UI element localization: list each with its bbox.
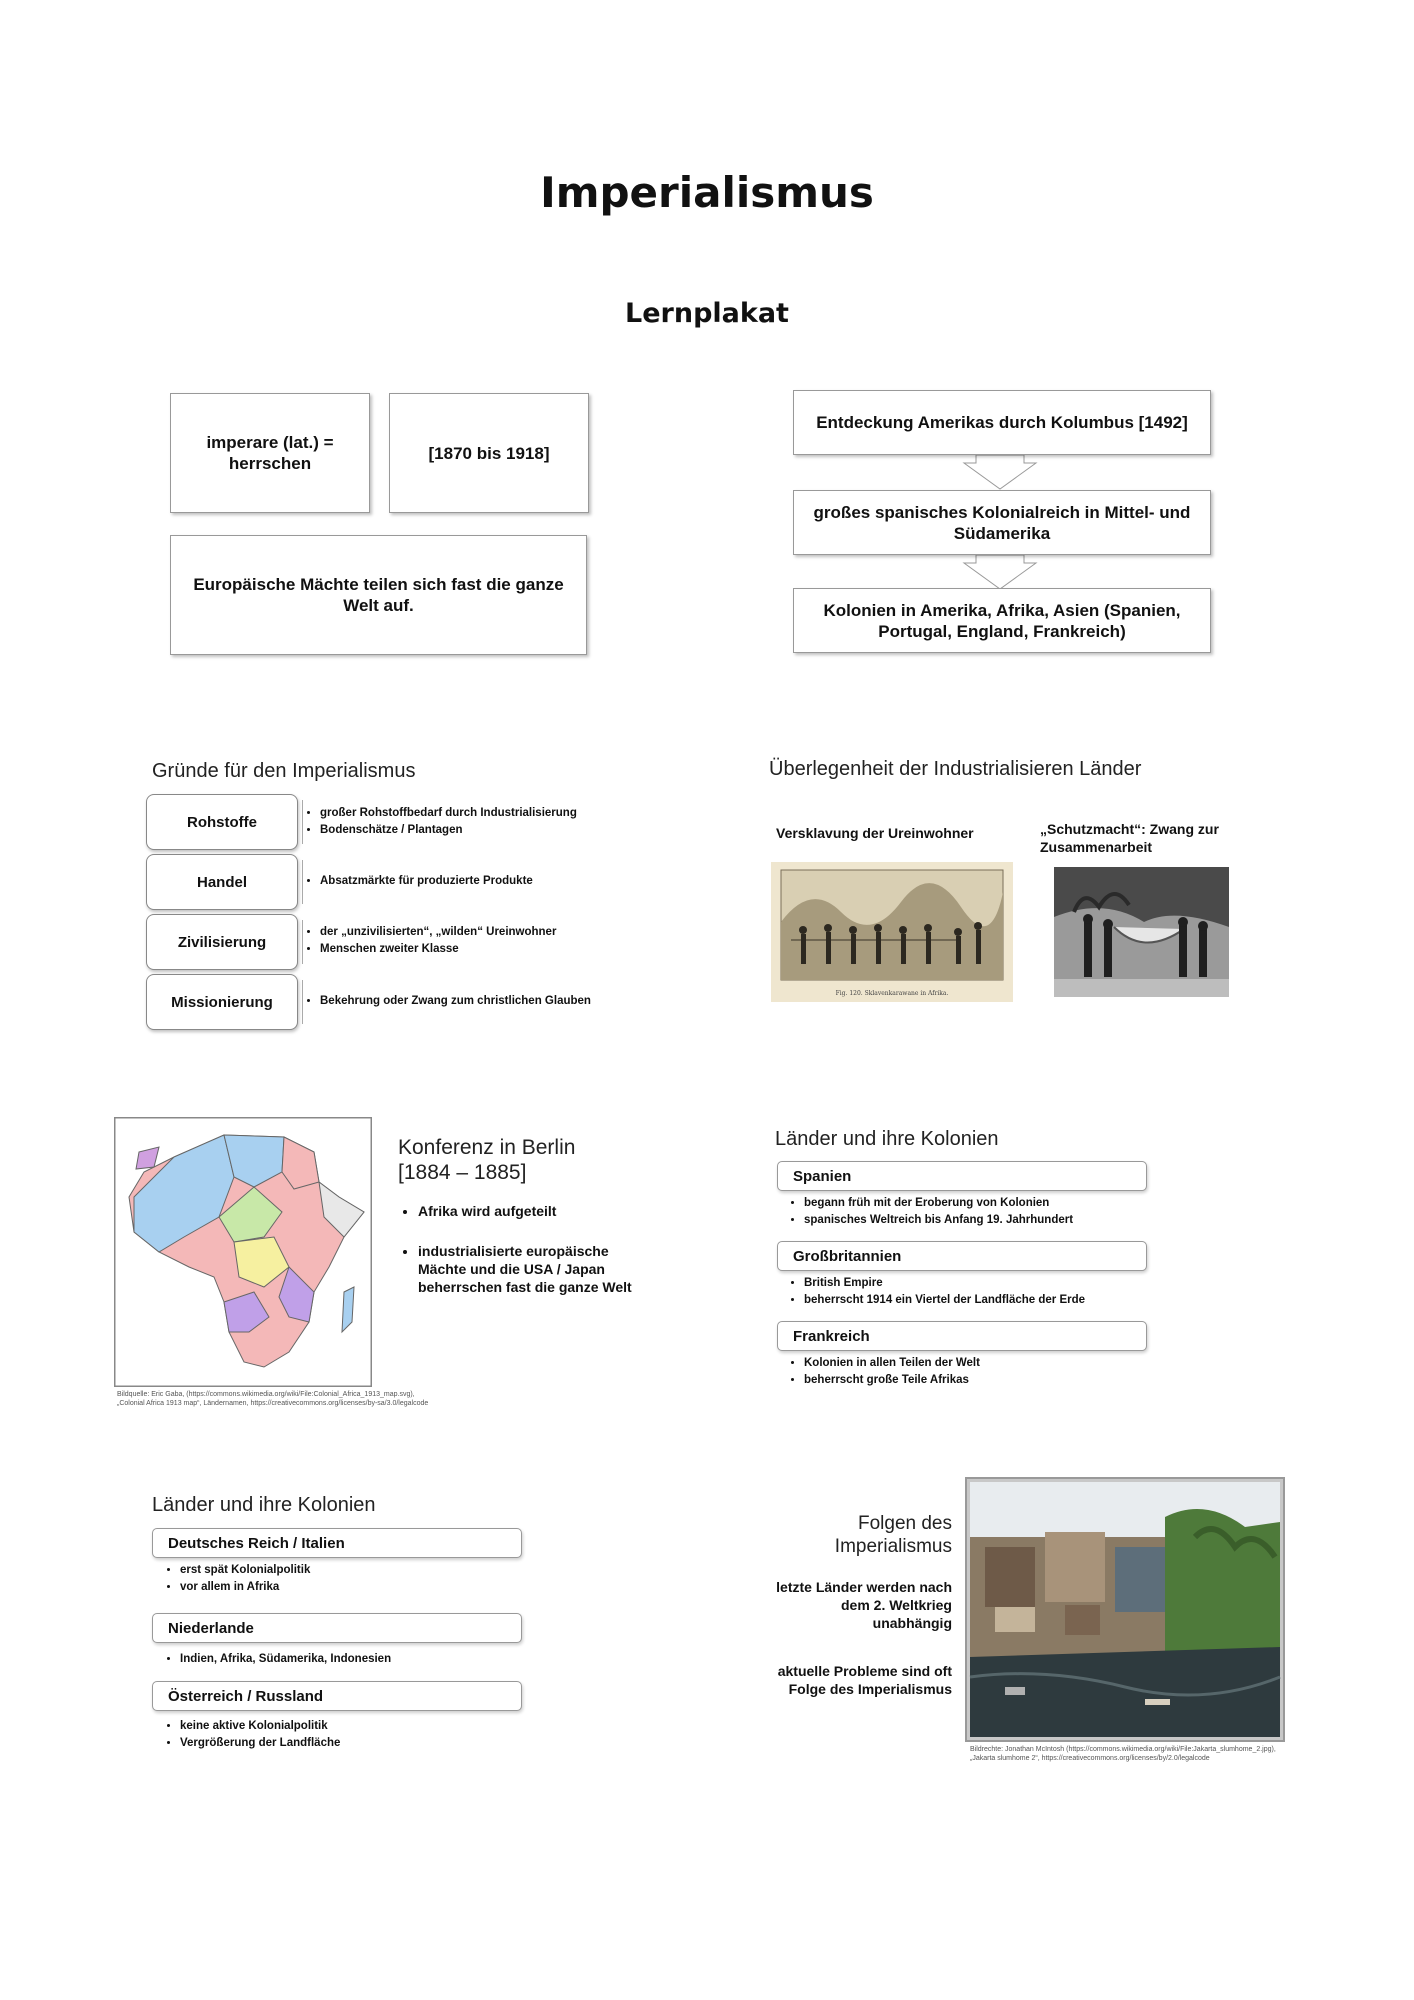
list-item: • British Empire <box>804 1275 1085 1292</box>
list-item: • Kolonien in allen Teilen der Welt <box>804 1355 980 1372</box>
list-item: • Indien, Afrika, Südamerika, Indonesien <box>180 1651 391 1668</box>
reason-points <box>304 993 591 1010</box>
definition-period-box <box>389 393 589 513</box>
list-item: • erst spät Kolonialpolitik <box>180 1562 310 1579</box>
map-credit-line-1: Bildquelle: Eric Gaba, (https://commons.wikimedia.org/wiki/File:Colonial_Africa_1913_map.svg), <box>117 1391 415 1398</box>
photo-credit-line-1: Bildrechte: Jonathan McIntosh (https://commons.wikimedia.org/wiki/File:Jakarta_slumhome_2.jpg), <box>970 1746 1276 1753</box>
reason-rohstoffe <box>146 794 298 850</box>
photo-credit <box>970 1745 1300 1763</box>
flow-step-2 <box>793 490 1211 555</box>
page-subtitle: Lernplakat <box>625 298 789 329</box>
superiority-title: Überlegenheit der Industrialisieren Länder <box>769 758 1142 780</box>
country-points <box>790 1355 980 1389</box>
page-title: Imperialismus <box>540 168 874 217</box>
country-name: Frankreich <box>793 1327 870 1345</box>
country-points <box>166 1651 391 1668</box>
country-name: Niederlande <box>168 1619 254 1637</box>
consequence-independence: letzte Länder werden nach dem 2. Weltkrieg unabhängig <box>776 1579 952 1631</box>
definition-summary: Europäische Mächte teilen sich fast die ganze Welt auf. <box>193 575 564 615</box>
reason-points <box>304 805 577 839</box>
flow-step-3 <box>793 588 1211 653</box>
country-oesterreich-russland <box>152 1681 522 1711</box>
list-item: • beherrscht 1914 ein Viertel der Landfläche der Erde <box>804 1292 1085 1309</box>
list-item: • Menschen zweiter Klasse <box>320 941 556 958</box>
list-item: • begann früh mit der Eroberung von Kolonien <box>804 1195 1073 1212</box>
protectorate-caption: „Schutzmacht“: Zwang zur Zusammenarbeit <box>1040 821 1219 855</box>
flow-step-2-text: großes spanisches Kolonialreich in Mittel- und Südamerika <box>813 502 1191 543</box>
definition-summary-box <box>170 535 587 655</box>
reason-label: Zivilisierung <box>177 933 267 951</box>
jakarta-slum-photo-image <box>965 1477 1285 1742</box>
reasons-title: Gründe für den Imperialismus <box>152 760 416 782</box>
list-item: • der „unzivilisierten“, „wilden“ Ureinwohner <box>320 924 556 941</box>
list-item: • Bekehrung oder Zwang zum christlichen Glauben <box>320 993 591 1010</box>
list-item: • beherrscht große Teile Afrikas <box>804 1372 980 1389</box>
country-frankreich <box>777 1321 1147 1351</box>
definition-term-box <box>170 393 370 513</box>
reason-points <box>304 873 533 890</box>
list-item: • industrialisierte europäische Mächte und die USA / Japan beherrschen fast die ganze Welt <box>418 1242 640 1296</box>
country-name: Österreich / Russland <box>168 1687 324 1705</box>
conference-title-line-1: Konferenz in Berlin <box>398 1136 576 1159</box>
consequence-current-problems: aktuelle Probleme sind oft Folge des Imperialismus <box>777 1663 952 1697</box>
reason-label: Handel <box>196 873 247 891</box>
definition-term: imperare (lat.) = herrschen <box>206 433 334 473</box>
reason-missionierung <box>146 974 298 1030</box>
country-niederlande <box>152 1613 522 1643</box>
country-points <box>166 1718 340 1752</box>
reason-label: Rohstoffe <box>187 813 257 831</box>
list-item: • Afrika wird aufgeteilt <box>418 1202 640 1220</box>
consequences-title-line-2: Imperialismus <box>834 1536 952 1557</box>
country-grossbritannien <box>777 1241 1147 1271</box>
reason-zivilisierung <box>146 914 298 970</box>
colonies2-title: Länder und ihre Kolonien <box>152 1494 376 1516</box>
conference-points <box>398 1202 640 1296</box>
consequences-title <box>780 1512 952 1558</box>
list-item: • keine aktive Kolonialpolitik <box>180 1718 340 1735</box>
photo-credit-line-2: „Jakarta slumhome 2“, https://creativecommons.org/licenses/by/2.0/legalcode <box>970 1755 1210 1762</box>
definition-period: [1870 bis 1918] <box>428 443 550 463</box>
list-item: • Vergrößerung der Landfläche <box>180 1735 340 1752</box>
country-name: Spanien <box>793 1167 852 1185</box>
list-item: • vor allem in Afrika <box>180 1579 310 1596</box>
colonial-africa-map-image <box>114 1117 372 1387</box>
country-points <box>790 1195 1073 1229</box>
list-item: • Absatzmärkte für produzierte Produkte <box>320 873 533 890</box>
reason-handel <box>146 854 298 910</box>
list-item: • Bodenschätze / Plantagen <box>320 822 577 839</box>
country-deutsches-reich-italien <box>152 1528 522 1558</box>
conference-title-line-2: [1884 – 1885] <box>398 1161 527 1184</box>
country-points <box>166 1562 310 1596</box>
country-spanien <box>777 1161 1147 1191</box>
conference-title <box>398 1135 575 1185</box>
country-name: Großbritannien <box>793 1247 902 1265</box>
slavery-caption: Versklavung der Ureinwohner <box>776 825 974 841</box>
map-credit <box>117 1390 457 1408</box>
reason-points <box>304 924 556 958</box>
slavery-engraving-image <box>771 862 1013 1002</box>
engraving-caption: Fig. 120. Sklavenkarawane in Afrika. <box>835 990 949 997</box>
flow-step-3-text: Kolonien in Amerika, Afrika, Asien (Spanien, Portugal, England, Frankreich) <box>823 600 1181 641</box>
list-item: • großer Rohstoffbedarf durch Industrialisierung <box>320 805 577 822</box>
consequences-title-line-1: Folgen des <box>857 1513 952 1534</box>
protectorate-photo-image <box>1054 867 1229 997</box>
colonies1-title: Länder und ihre Kolonien <box>775 1128 999 1150</box>
country-points <box>790 1275 1085 1309</box>
list-item: • spanisches Weltreich bis Anfang 19. Jahrhundert <box>804 1212 1073 1229</box>
map-credit-line-2: „Colonial Africa 1913 map“, Ländernamen, https://creativecommons.org/licenses/by-sa/3.0/legalcode <box>117 1400 429 1407</box>
reason-label: Missionierung <box>171 993 273 1011</box>
country-name: Deutsches Reich / Italien <box>168 1534 345 1552</box>
flow-step-1 <box>793 390 1211 455</box>
flow-step-1-text: Entdeckung Amerikas durch Kolumbus [1492] <box>816 413 1188 432</box>
